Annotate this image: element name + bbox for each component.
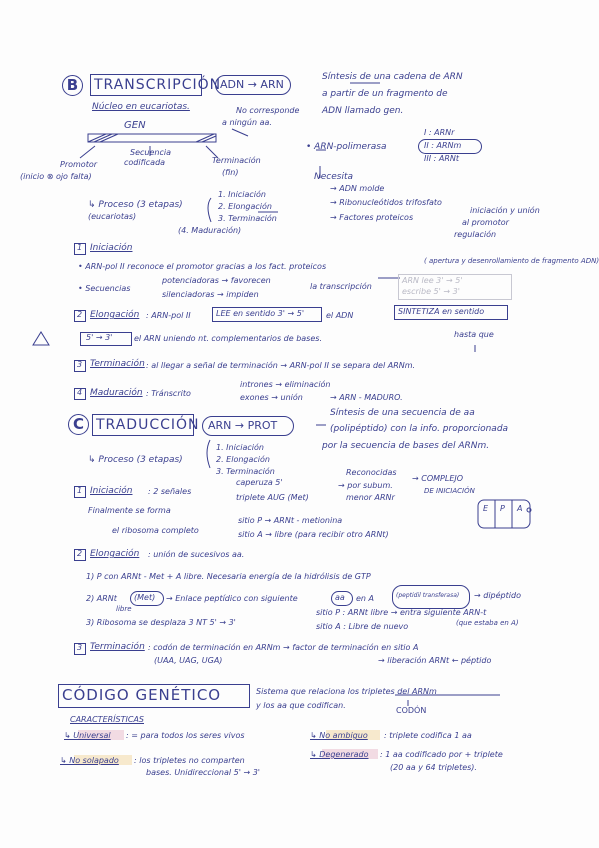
etapa-b-3: 3. Terminación [218,214,277,223]
char-universal-desc: : = para todos los seres vivos [126,731,245,740]
c-ter-result: → liberación ARNt ← péptido [378,656,492,665]
elo-line-2: el ARN uniendo nt. complementarios de bases. [134,334,322,343]
c-elo-step-3a: 3) Ribosoma se desplaza 3 NT 5' → 3' [86,618,236,627]
codigo-codon: CODÓN [396,706,427,715]
etapa-c-1: 1. Iniciación [216,443,264,452]
etapa-b-4: (4. Maduración) [178,226,242,235]
elo-line: : ARN-pol II [146,311,191,320]
no-corresponde-1: No corresponde [236,106,300,115]
etapa-b-2: 2. Elongación [218,202,272,211]
caracteristicas-heading: CARACTERÍSTICAS [70,715,144,724]
char-no-solapado: ↳ No solapado [60,756,119,765]
no-corresponde-2: a ningún aa. [222,118,272,127]
c-elo-step-2d: aa [335,593,345,602]
etapa-c-2: 2. Elongación [216,455,270,464]
c-ini-reconocidas: Reconocidas [346,468,397,477]
char-no-solapado-desc: : los tripletes no comparten [134,756,245,765]
c-elo-libre: libre [116,605,132,613]
necesita-1: → ADN molde [330,184,385,193]
c-ini-sitio-p: sitio P → ARNt - metionina [238,516,343,525]
pol-i: I : ARNr [424,128,455,137]
etapa-c-3: 3. Terminación [216,467,275,476]
etapa-b-1: 1. Iniciación [218,190,266,199]
terminacion-label: Terminación [212,156,261,165]
c-elo-step-3b: sitio P : ARNt libre → entra siguiente ARN-t [316,608,487,617]
necesita-3b: iniciación y unión [470,206,540,215]
c-elo-step-2c: → Enlace peptídico con siguiente [166,594,298,603]
mad-line: : Tránscrito [146,389,191,398]
transcripcion-title: TRANSCRIPCIÓN [94,77,222,93]
formula-adn-arn: ADN → ARN [220,78,284,91]
elo-number: 2 [77,310,83,319]
pol-ii: II : ARNm [424,141,462,150]
codigo-def-2: y los aa que codifican. [256,701,346,710]
mad-exones: exones → unión [240,393,303,402]
necesita-2: → Ribonucleótidos trifosfato [330,198,442,207]
silenciadoras: silenciadoras → impiden [162,290,259,299]
c-elo-step-2f: (peptidil transferasa) [396,592,460,599]
c-definition-3: por la secuencia de bases del ARNm. [322,441,490,451]
c-ini-triplete: triplete AUG (Met) [236,493,309,502]
definition-line-1: Síntesis de una cadena de ARN [322,72,463,82]
codificada-label: codificada [124,158,166,167]
codigo-def-1: Sistema que relaciona los tripletes del ARNm [256,687,437,696]
c-elo-step-3c: sitio A : Libre de nuevo [316,622,409,631]
ini-number: 1 [77,243,83,252]
potenciadoras: potenciadoras → favorecen [162,276,271,285]
proceso-c: ↳ Proceso (3 etapas) [88,455,183,465]
char-no-ambiguo-desc: : triplete codifica 1 aa [384,731,472,740]
c-elo-step-2b: (Met) [134,593,156,602]
c-ini-title: Iniciación [90,486,133,496]
elo-sintetiza: SINTETIZA en sentido [398,307,485,316]
elo-53: 5' → 3' [86,333,113,342]
elo-title: Elongación [90,310,140,320]
necesita-3c: al promotor [462,218,509,227]
ter-number: 3 [77,360,83,369]
ribosome-a: A [517,504,523,513]
elo-lee: LEE en sentido 3' → 5' [216,309,305,318]
necesita-3d: regulación [454,230,497,239]
proceso-b: ↳ Proceso (3 etapas) [88,200,183,210]
char-degenerado-desc-2: (20 aa y 64 tripletes). [390,763,477,772]
char-degenerado: ↳ Degenerado [310,750,369,759]
c-elo-step-2a: 2) ARNt [86,594,117,603]
pol-iii: III : ARNt [424,154,460,163]
c-elo-step-3d: (que estaba en A) [456,619,519,627]
c-elo-step-1: 1) P con ARNt - Met + A libre. Necesaria energía de la hidrólisis de GTP [86,572,371,581]
mad-intrones: intrones → eliminación [240,380,331,389]
gen-label: GEN [124,120,146,131]
mad-number: 4 [77,388,83,397]
mad-result: → ARN - MADURO. [330,393,403,402]
formula-arn-prot: ARN → PROT [208,419,278,432]
char-no-ambiguo: ↳ No ambiguo [310,731,368,740]
c-ini-menor: menor ARNr [346,493,395,502]
definition-line-3: ADN llamado gen. [322,106,404,116]
char-degenerado-desc: : 1 aa codificado por + triplete [380,750,503,759]
arn-grey-note-2: escribe 5' → 3' [402,287,460,296]
c-ini-line: : 2 señales [148,487,192,496]
traduccion-title: TRADUCCIÓN [96,417,200,433]
elo-adn: el ADN [326,311,354,320]
ini-title: Iniciación [90,243,133,253]
c-elo-title: Elongación [90,549,140,559]
c-ini-number: 1 [77,486,83,495]
char-universal: ↳ Universal [64,731,111,740]
promotor-note: (inicio ⊗ ojo falta) [20,172,92,181]
ini-line: • ARN-pol II reconoce el promotor gracias a los fact. proteicos [78,262,327,271]
c-elo-line: : unión de sucesivos aa. [148,550,245,559]
c-ini-complejo: → COMPLEJO [412,474,464,483]
c-ini-subum: → por subum. [338,481,393,490]
c-definition-1: Síntesis de una secuencia de aa [330,408,475,418]
c-elo-step-2g: → dipéptido [474,591,521,600]
elo-hasta: hasta que [454,330,494,339]
c-elo-step-2e: en A [356,594,375,603]
char-no-solapado-desc-2: bases. Unidireccional 5' → 3' [146,768,261,777]
necesita-label: Necesita [314,172,353,182]
c-ter-codons: (UAA, UAG, UGA) [154,656,223,665]
ter-line: : al llegar a señal de terminación → ARN-pol II se separa del ARNm. [146,361,416,370]
promotor-label: Promotor [60,160,98,169]
c-ter-number: 3 [77,643,83,652]
la-transcripcion: la transcripción [310,282,372,291]
section-c-marker: C [68,414,89,435]
c-ini-sitio-a: sitio A → libre (para recibir otro ARNt) [238,530,389,539]
definition-line-2: a partir de un fragmento de [322,89,448,99]
section-b-marker: B [62,75,83,96]
ini-paren: ( apertura y desenrollamiento de fragmento ADN) [424,257,599,265]
arn-grey-note: ARN lee 3' → 5' [402,276,463,285]
c-ini-caperuza: caperuza 5' [236,478,283,487]
secuencia-label: Secuencia [130,148,171,157]
c-definition-2: (polipéptido) con la info. proporcionada [330,424,509,434]
c-ini-complejo-2: DE INICIACIÓN [424,487,475,495]
c-elo-number: 2 [77,549,83,558]
eucariotas-note: (eucariotas) [88,212,137,221]
fin-label: (fin) [222,168,239,177]
ter-title: Terminación [90,359,145,369]
codigo-title: CÓDIGO GENÉTICO [62,686,222,704]
ribosome-p: P [500,504,505,513]
secuencias-label: • Secuencias [78,284,131,293]
location-note: Núcleo en eucariotas. [92,102,190,112]
ribosome-e: E [483,504,489,513]
mad-title: Maduración [90,388,143,398]
necesita-3: → Factores proteicos [330,213,414,222]
c-ini-finalmente: Finalmente se forma [88,506,171,515]
c-ter-title: Terminación [90,642,145,652]
rna-polimerasa: • ARN-polimerasa [306,142,387,152]
c-ini-ribosoma: el ribosoma completo [112,526,199,535]
c-ter-line: : codón de terminación en ARNm → factor de terminación en sitio A [148,643,419,652]
